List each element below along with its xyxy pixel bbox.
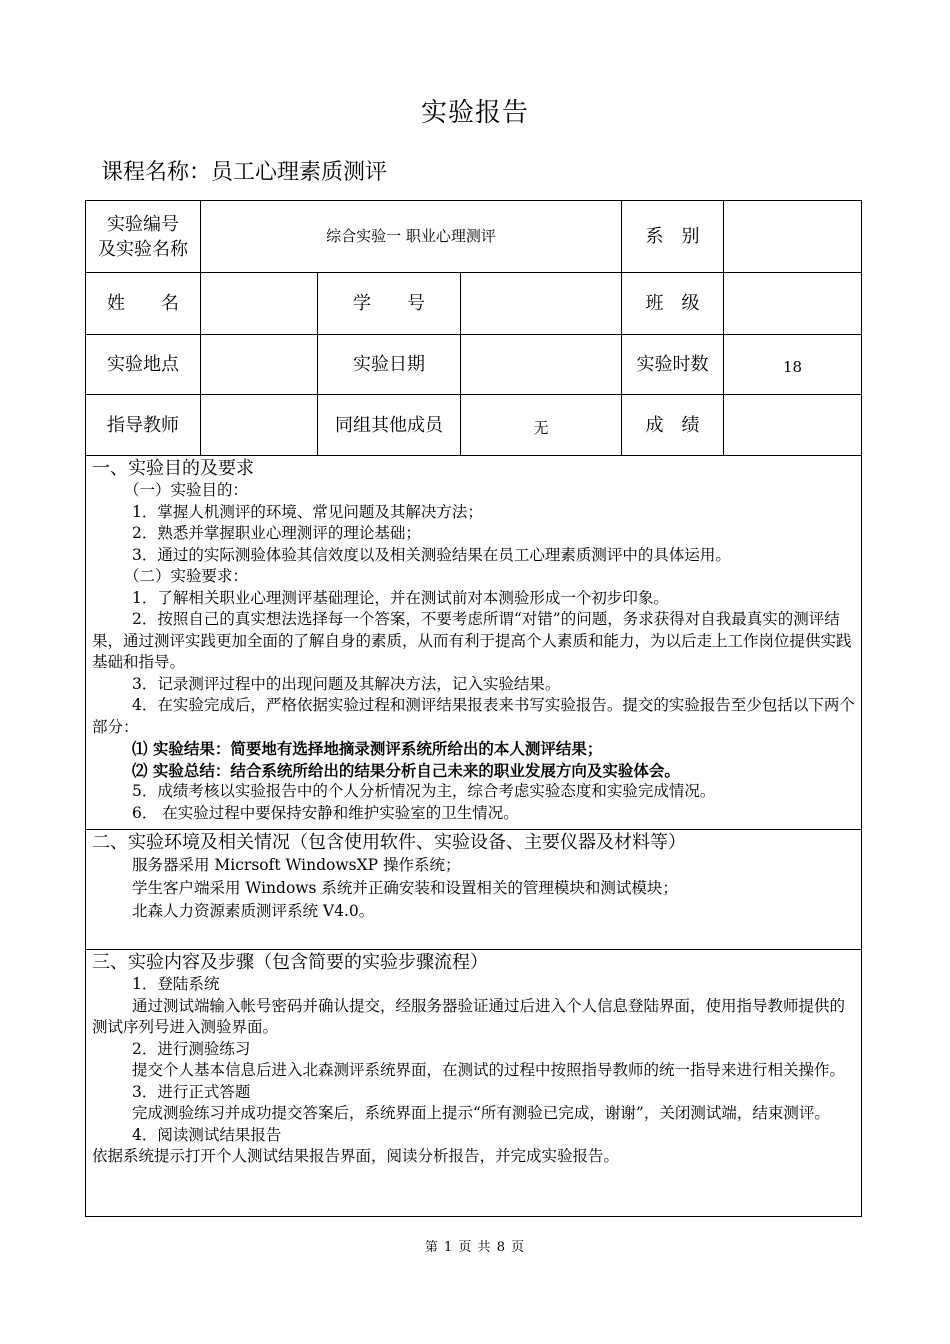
- requirement-item: 6． 在实验过程中要保持安静和维护实验室的卫生情况。: [132, 803, 519, 822]
- section3-heading: 三、实验内容及步骤（包含简要的实验步骤流程）: [92, 952, 488, 973]
- student-id-label: 学 号: [353, 293, 425, 314]
- step-text: 依据系统提示打开个人测试结果报告界面，阅读分析报告，并完成实验报告。: [92, 1147, 620, 1165]
- step-text: 提交个人基本信息后进入北森测评系统界面，在测试的过程中按照指导教师的统一指导来进行相关操作。: [132, 1061, 846, 1079]
- location-label: 实验地点: [107, 354, 179, 375]
- section-objectives: [92, 457, 858, 824]
- purpose-item: 2．熟悉并掌握职业心理测评的理论基础；: [132, 524, 421, 542]
- name-value: [201, 273, 317, 334]
- page-number: 第 1 页 共 8 页: [424, 1240, 526, 1255]
- document-title: 实验报告: [420, 98, 529, 128]
- section-environment: [92, 831, 858, 923]
- environment-line: 学生客户端采用 Windows 系统并正确安装和设置相关的管理模块和测试模块；: [132, 879, 678, 897]
- dept-label: 系 别: [645, 226, 700, 247]
- section1-heading: 一、实验目的及要求: [92, 458, 254, 479]
- class-label: 班 级: [645, 293, 700, 314]
- step-title: 2．进行测验练习: [132, 1039, 251, 1058]
- exp-id-label: [86, 201, 200, 272]
- members-value: 无: [533, 418, 549, 437]
- requirement-item: 4．在实验完成后，严格依据实验过程和测评结果报表来书写实验报告。提交的实验报告至少包括以下两个部分：: [92, 696, 855, 736]
- report-part: ⑴ 实验结果：简要地有选择地摘录测评系统所给出的本人测评结果；: [132, 739, 603, 758]
- report-part: ⑵ 实验总结：结合系统所给出的结果分析自己未来的职业发展方向及实验体会。: [132, 760, 680, 780]
- teacher-value: [201, 395, 317, 455]
- date-value: [461, 335, 621, 394]
- table-rule: [85, 949, 862, 950]
- hours-value: 18: [782, 358, 803, 376]
- student-id-value: [461, 273, 621, 334]
- score-label: 成 绩: [645, 414, 700, 436]
- step-title: 1．登陆系统: [132, 975, 220, 993]
- date-label: 实验日期: [353, 354, 425, 375]
- table-rule: [85, 829, 862, 830]
- location-value: [201, 335, 317, 394]
- step-text: 完成测验练习并成功提交答案后，系统界面上提示“所有测验已完成，谢谢”，关闭测试端，结束测评。: [132, 1104, 830, 1122]
- purpose-item: 1．掌握人机测评的环境、常见问题及其解决方法；: [132, 502, 483, 521]
- requirement-item: 2．按照自己的真实想法选择每一个答案，不要考虑所谓“对错”的问题，务求获得对自我最真实的测评结果，通过测评实践更加全面的了解自身的素质，从而有利于提高个人素质和能力，为以后走上工作岗位提供实践基础和指导。: [92, 610, 852, 671]
- requirement-item: 3．记录测评过程中的出现问题及其解决方法，记入实验结果。: [132, 674, 561, 693]
- class-value: [724, 273, 861, 334]
- step-title: 3．进行正式答题: [132, 1082, 251, 1101]
- exp-id-label-line1: 实验编号: [107, 213, 179, 235]
- members-label: 同组其他成员: [335, 414, 443, 436]
- purpose-item: 3．通过的实际测验体验其信效度以及相关测验结果在员工心理素质测评中的具体运用。: [132, 545, 731, 564]
- course-name: 课程名称：员工心理素质测评: [101, 160, 388, 185]
- requirements-title: （二）实验要求：: [124, 567, 249, 585]
- environment-line: 北森人力资源素质测评系统 V4.0。: [132, 902, 375, 920]
- requirement-item: 1．了解相关职业心理测评基础理论，并在测试前对本测验形成一个初步印象。: [132, 588, 669, 607]
- dept-value: [724, 201, 861, 272]
- section2-heading: 二、实验环境及相关情况（包含使用软件、实验设备、主要仪器及材料等）: [92, 832, 686, 853]
- purpose-title: （一）实验目的：: [124, 481, 249, 499]
- exp-id-label-line2: 及实验名称: [98, 238, 188, 260]
- section-procedure: [92, 951, 858, 1168]
- requirement-item: 5．成绩考核以实验报告中的个人分析情况为主，综合考虑实验态度和实验完成情况。: [132, 782, 716, 800]
- hours-label: 实验时数: [636, 354, 709, 375]
- exp-name-value: 综合实验一 职业心理测评: [326, 227, 496, 245]
- score-value: [724, 395, 861, 455]
- environment-line: 服务器采用 Micrsoft WindowsXP 操作系统；: [132, 856, 461, 874]
- teacher-label: 指导教师: [107, 414, 179, 436]
- step-text: 通过测试端输入帐号密码并确认提交，经服务器验证通过后进入个人信息登陆界面，使用指导教师提供的测试序列号进入测验界面。: [92, 996, 846, 1036]
- name-label: 姓 名: [107, 293, 179, 314]
- step-title: 4．阅读测试结果报告: [132, 1125, 282, 1144]
